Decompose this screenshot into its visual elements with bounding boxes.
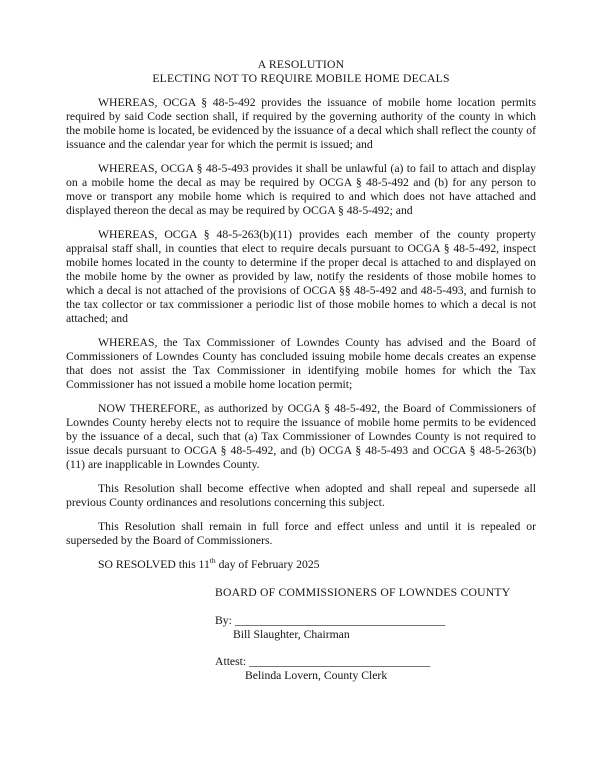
so-resolved-line xyxy=(66,558,536,572)
clerk-signature-line: _______________________________ xyxy=(249,655,431,668)
by-signature-row xyxy=(215,614,536,628)
paragraph-duration-clause: This Resolution shall remain in full force and effect unless and until it is repealed or superseded by the Board of Commissioners. xyxy=(66,520,536,547)
paragraph-whereas-tax-commissioner: WHEREAS, the Tax Commissioner of Lowndes County has advised and the Board of Commissioners of Lowndes County has concluded issuing mobile home decals creates an expense that does not assist the Tax Commissioner in identifying mobile homes for which the Tax Commissioner has not issued a mobile home location permit; xyxy=(66,336,536,391)
paragraph-whereas-263b11: WHEREAS, OCGA § 48-5-263(b)(11) provides each member of the county property appraisal staff shall, in counties that elect to require decals pursuant to OCGA § 48-5-492, inspect mobile homes located in the county to determine if the proper decal is attached to and displayed on the mobile home by the owner as provided by law, notify the residents of those mobile homes to which a decal is not attached of the provisions of OCGA §§ 48-5-492 and 48-5-493, and furnish to the tax collector or tax commissioner a periodic list of those mobile homes to which a decal is not attached; and xyxy=(66,228,536,325)
board-heading: BOARD OF COMMISSIONERS OF LOWNDES COUNTY xyxy=(215,586,511,599)
attest-label: Attest: xyxy=(215,655,250,668)
paragraph-effective-clause: This Resolution shall become effective when adopted and shall repeal and supersede all previous County ordinances and resolutions concerning this subject. xyxy=(66,482,536,509)
paragraph-whereas-493: WHEREAS, OCGA § 48-5-493 provides it shall be unlawful (a) to fail to attach and display on a mobile home the decal as may be required by OCGA § 48-5-492 and (b) for any person to move or transport any mobile home which is required to and which does not have attached and displayed thereon the decal as may be required by OCGA § 48-5-492; and xyxy=(66,162,536,217)
document-title xyxy=(66,58,536,86)
paragraph-now-therefore: NOW THEREFORE, as authorized by OCGA § 48-5-492, the Board of Commissioners of Lowndes County hereby elects not to require the issuance of mobile home permits to be evidenced by the issuance of a decal, such that (a) Tax Commissioner of Lowndes County is not required to issue decals pursuant to OCGA § 48-5-492, and (b) OCGA § 48-5-493 and OCGA § 48-5-263(b)(11) are inapplicable in Lowndes County. xyxy=(66,402,536,471)
paragraph-whereas-492: WHEREAS, OCGA § 48-5-492 provides the issuance of mobile home location permits required by said Code section shall, if required by the governing authority of the county in which the mobile home is located, be evidenced by the issuance of a decal which shall reflect the county of issuance and the calendar year for which the permit is issued; and xyxy=(66,96,536,151)
title-line-2: ELECTING NOT TO REQUIRE MOBILE HOME DECALS xyxy=(152,72,450,85)
clerk-name: Belinda Lovern, County Clerk xyxy=(245,669,388,682)
signature-block xyxy=(215,586,536,683)
title-line-1: A RESOLUTION xyxy=(257,58,345,71)
chairman-name: Bill Slaughter, Chairman xyxy=(233,628,350,641)
so-resolved-ordinal: th xyxy=(209,556,216,566)
chairman-signature-line: ____________________________________ xyxy=(234,614,446,627)
so-resolved-pre: SO RESOLVED this 11 xyxy=(98,558,210,571)
attest-signature-row xyxy=(215,655,536,669)
so-resolved-post: day of February 2025 xyxy=(215,558,320,571)
by-label: By: xyxy=(215,614,235,627)
